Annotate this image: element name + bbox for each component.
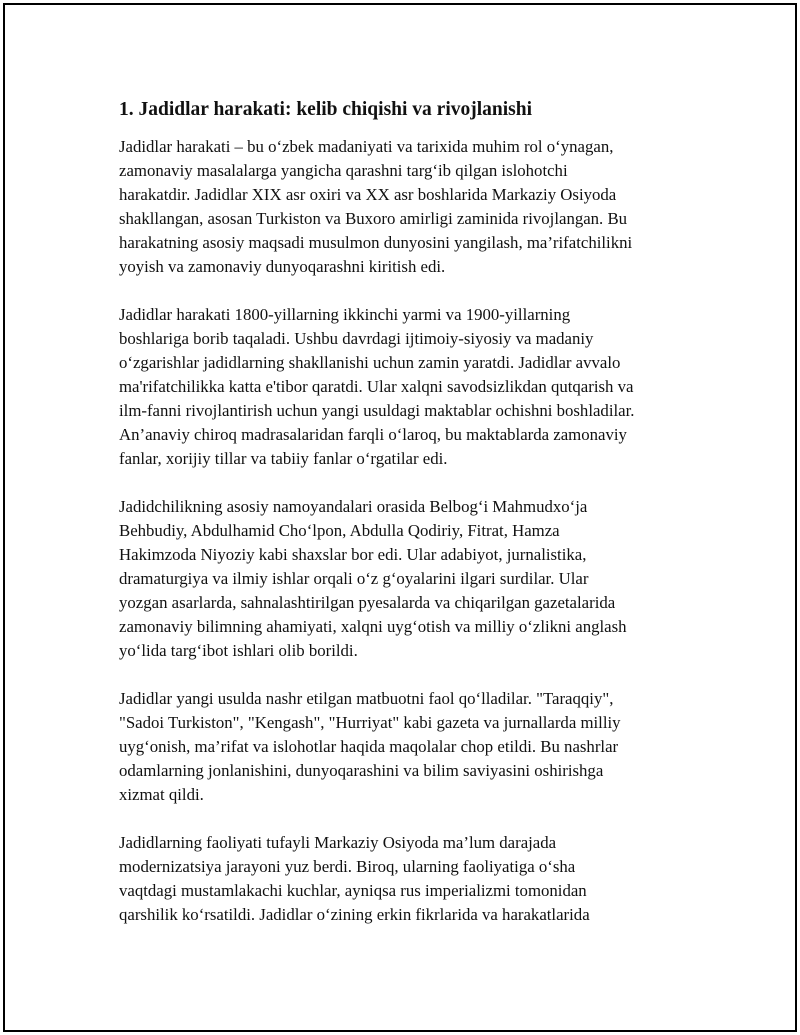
text-line: Jadidchilikning asosiy namoyandalari orasida Belbog‘i Mahmudxo‘ja [119, 497, 588, 516]
text-line: Jadidlarning faoliyati tufayli Markaziy Osiyoda ma’lum darajada [119, 833, 557, 852]
paragraph [119, 687, 699, 807]
text-line: shakllangan, asosan Turkiston va Buxoro amirligi zaminida rivojlangan. Bu [119, 209, 628, 228]
document-page [3, 3, 797, 1032]
text-line: xizmat qildi. [119, 785, 204, 804]
text-line: dramaturgiya va ilmiy ishlar orqali o‘z g‘oyalarini ilgari surdilar. Ular [119, 569, 589, 588]
paragraph [119, 831, 699, 927]
text-line: boshlariga borib taqaladi. Ushbu davrdagi ijtimoiy-siyosiy va madaniy [119, 329, 594, 348]
text-line: Jadidlar yangi usulda nashr etilgan matbuotni faol qo‘lladilar. "Taraqqiy", [119, 689, 614, 708]
text-line: ma'rifatchilikka katta e'tibor qaratdi. Ular xalqni savodsizlikdan qutqarish va [119, 377, 634, 396]
text-line: zamonaviy masalalarga yangicha qarashni targ‘ib qilgan islohotchi [119, 161, 568, 180]
section-heading: 1. Jadidlar harakati: kelib chiqishi va rivojlanishi [119, 99, 533, 120]
document-body [119, 95, 699, 951]
text-line: yozgan asarlarda, sahnalashtirilgan pyesalarda va chiqarilgan gazetalarida [119, 593, 616, 612]
text-line: Hakimzoda Niyoziy kabi shaxslar bor edi. Ular adabiyot, jurnalistika, [119, 545, 587, 564]
text-line: "Sadoi Turkiston", "Kengash", "Hurriyat" kabi gazeta va jurnallarda milliy [119, 713, 621, 732]
text-line: Behbudiy, Abdulhamid Cho‘lpon, Abdulla Qodiriy, Fitrat, Hamza [119, 521, 560, 540]
text-line: uyg‘onish, ma’rifat va islohotlar haqida maqolalar chop etildi. Bu nashrlar [119, 737, 619, 756]
text-line: ilm-fanni rivojlantirish uchun yangi usuldagi maktablar ochishni boshladilar. [119, 401, 635, 420]
text-line: Jadidlar harakati 1800-yillarning ikkinchi yarmi va 1900-yillarning [119, 305, 571, 324]
paragraph [119, 135, 699, 279]
text-line: An’anaviy chiroq madrasalaridan farqli o‘laroq, bu maktablarda zamonaviy [119, 425, 627, 444]
text-line: Jadidlar harakati – bu o‘zbek madaniyati va tarixida muhim rol o‘ynagan, [119, 137, 614, 156]
text-line: harakatdir. Jadidlar XIX asr oxiri va XX asr boshlarida Markaziy Osiyoda [119, 185, 617, 204]
text-line: odamlarning jonlanishini, dunyoqarashini va bilim saviyasini oshirishga [119, 761, 604, 780]
text-line: yo‘lida targ‘ibot ishlari olib borildi. [119, 641, 358, 660]
paragraph [119, 495, 699, 663]
text-line: modernizatsiya jarayoni yuz berdi. Biroq, ularning faoliyatiga o‘sha [119, 857, 576, 876]
text-line: o‘zgarishlar jadidlarning shakllanishi uchun zamin yaratdi. Jadidlar avvalo [119, 353, 621, 372]
text-line: fanlar, xorijiy tillar va tabiiy fanlar o‘rgatilar edi. [119, 449, 448, 468]
paragraph [119, 303, 699, 471]
text-line: vaqtdagi mustamlakachi kuchlar, ayniqsa rus imperializmi tomonidan [119, 881, 587, 900]
text-line: zamonaviy bilimning ahamiyati, xalqni uyg‘otish va milliy o‘zlikni anglash [119, 617, 627, 636]
text-line: yoyish va zamonaviy dunyoqarashni kiritish edi. [119, 257, 446, 276]
paragraph-list [119, 135, 699, 927]
text-line: qarshilik ko‘rsatildi. Jadidlar o‘zining erkin fikrlarida va harakatlarida [119, 905, 590, 924]
text-line: harakatning asosiy maqsadi musulmon dunyosini yangilash, ma’rifatchilikni [119, 233, 633, 252]
